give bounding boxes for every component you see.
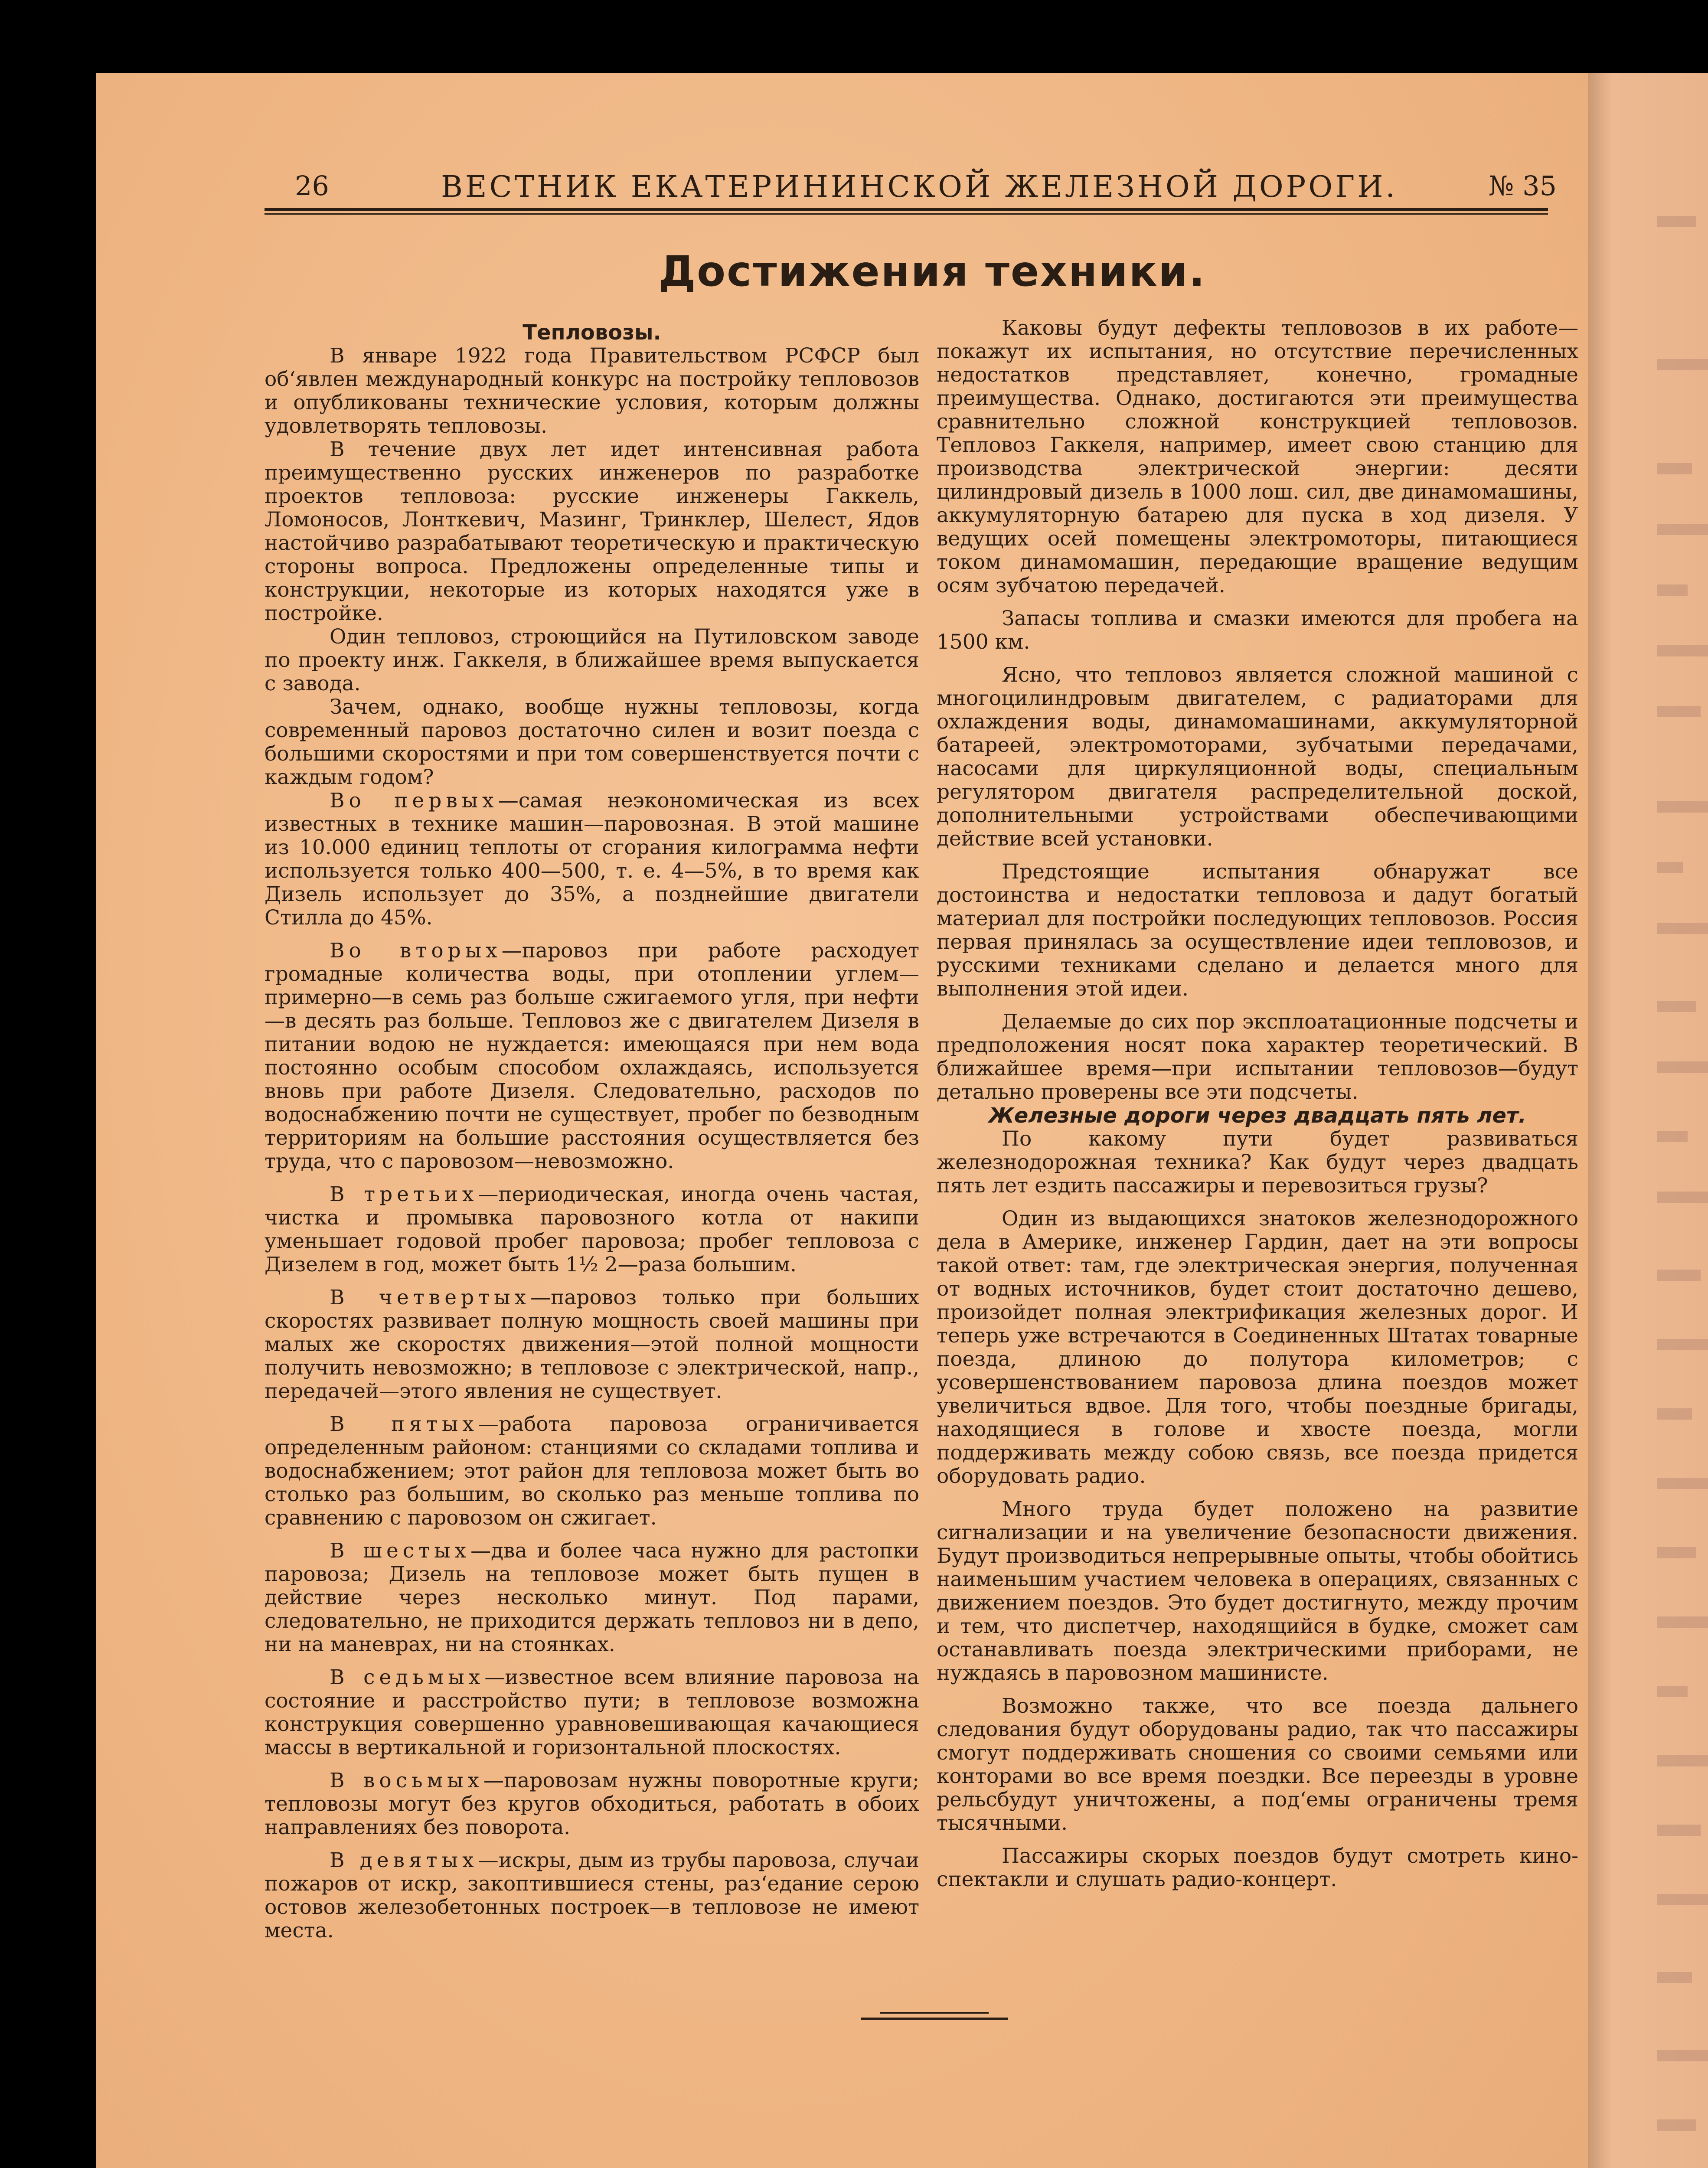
left-column bbox=[265, 321, 919, 1943]
paragraph: По какому пути будет развиваться железнодорожная техника? Как будут через двадцать пять лет ездить пассажиры и перевозиться грузы? bbox=[937, 1127, 1578, 1198]
paragraph: Возможно также, что все поезда дальнего следования будут оборудованы радио, так что пассажиры смогут поддерживать сношения со своими семьями или конторами во все время поездки. Все переезды в уровне рельсбудут уничтожены, а под‘емы ограничены тремя тысячными. bbox=[937, 1694, 1578, 1835]
reason-text: —самая неэкономическая из всех известных в технике машин—паровозная. В этой машине из 10.000 единиц теплоты от сгорания килограмма нефти используется только 400—500, т. е. 4—5%, в то время как Дизель использует до 35%, а позднейшие двигатели Стилла до 45%. bbox=[265, 789, 919, 930]
adjacent-text-fragment bbox=[1657, 1616, 1708, 1628]
paragraph: Много труда будет положено на развитие сигнализации и на увеличение безопасности движения. Будут производиться непрерывные опыты, чтобы обойтись наименьшим участием человека в операциях, связанных с движением поездов. Это будет достигнуто, между прочим и тем, что диспетчер, находящийся в будке, сможет сам останавливать поезда электрическими приборами, не нуждаясь в паровозном машинисте. bbox=[937, 1497, 1578, 1685]
reason-lead: В пятых bbox=[330, 1412, 478, 1436]
adjacent-page-edge bbox=[1588, 73, 1708, 2168]
reason-paragraph bbox=[265, 1286, 919, 1403]
reason-text: —периодическая, иногда очень частая, чистка и промывка паровозного котла от накипи уменьшает годовой пробег паровоза; пробег тепловоза с Дизелем в год, может быть 1½ 2—раза большим. bbox=[265, 1182, 919, 1277]
section-title: Тепловозы. bbox=[523, 320, 661, 345]
reason-text: —паровоз только при больших скоростях развивает полную мощность своей машины при малых же скоростях движения—этой полной мощности получить невозможно; в тепловозе с электрической, напр., передачей—этого явления не существует. bbox=[265, 1286, 919, 1403]
publication-title: ВЕСТНИК ЕКАТЕРИНИНСКОЙ ЖЕЛЕЗНОЙ ДОРОГИ. bbox=[441, 170, 1398, 204]
adjacent-text-fragment bbox=[1657, 1408, 1692, 1420]
adjacent-text-fragment bbox=[1657, 1547, 1696, 1558]
section-title: Железные дороги через двадцать пять лет. bbox=[988, 1104, 1527, 1128]
adjacent-text-fragment bbox=[1657, 862, 1683, 873]
reason-paragraph bbox=[265, 1769, 919, 1839]
reason-paragraph bbox=[265, 1539, 919, 1656]
adjacent-text-fragment bbox=[1657, 524, 1708, 535]
reason-text: —паровоз при работе расходует громадные количества воды, при отоплении углем—примерно—в семь раз больше сжигаемого угля, при нефти—в десять раз больше. Тепловоз же с двигателем Дизеля в питании водою не нуждается: имеющаяся при нем вода постоянно особым способом охлаждаясь, используется вновь при работе Дизеля. Следовательно, расходов по водоснабжению почти не существует, пробег по безводным территориям на большие расстояния осуществляется без труда, что с паровозом—невозможно. bbox=[265, 939, 919, 1173]
adjacent-text-fragment bbox=[1657, 1478, 1708, 1489]
reason-paragraph bbox=[265, 1849, 919, 1943]
reason-text: —искры, дым из трубы паровоза, случаи пожаров от искр, закоптившиеся стены, раз‘едание серою остовов железобетонных построек—в тепловозе не имеют места. bbox=[265, 1848, 919, 1943]
adjacent-text-fragment bbox=[1657, 1894, 1708, 1905]
adjacent-text-fragment bbox=[1657, 359, 1708, 370]
reason-lead: Во первых bbox=[330, 789, 498, 813]
paragraph: Запасы топлива и смазки имеются для пробега на 1500 км. bbox=[937, 607, 1578, 654]
adjacent-text-fragment bbox=[1657, 1001, 1696, 1012]
adjacent-text-fragment bbox=[1657, 1192, 1708, 1203]
reason-text: —паровозам нужны поворотные круги; тепловозы могут без кругов обходиться, работать в обоих направлениях без поворота. bbox=[265, 1769, 919, 1839]
reason-lead: В третьих bbox=[330, 1182, 478, 1206]
paragraph: В январе 1922 года Правительством РСФСР был об‘явлен международный конкурс на постройку тепловозов и опубликованы технические условия, которым должны удовлетворять тепловозы. bbox=[265, 344, 919, 438]
adjacent-text-fragment bbox=[1657, 1755, 1708, 1766]
adjacent-text-fragment bbox=[1657, 216, 1696, 227]
adjacent-text-fragment bbox=[1657, 1972, 1692, 1983]
paragraph: В течение двух лет идет интенсивная работа преимущественно русских инженеров по разработке проектов тепловоза: русские инженеры Гаккель, Ломоносов, Лонткевич, Мазинг, Тринклер, Шелест, Ядов настойчиво разрабатывают теоретическую и практическую стороны вопроса. Предложены определенные типы и конструкции, некоторые из которых находятся уже в постройке. bbox=[265, 438, 919, 625]
reason-lead: Во вторых bbox=[330, 939, 502, 963]
end-rule bbox=[861, 2018, 1008, 2020]
paragraph: Делаемые до сих пор эксплоатационные подсчеты и предположения носят пока характер теоретический. В ближайшее время—при испытании тепловозов—будут детально проверены все эти подсчеты. bbox=[937, 1010, 1578, 1104]
adjacent-text-fragment bbox=[1657, 1339, 1708, 1350]
paragraph: Один из выдающихся знатоков железнодорожного дела в Америке, инженер Гардин, дает на эти вопросы такой ответ: там, где электрическая энергия, полученная от водных источников, будет стоит достаточно дешево, произойдет полная электрификация железных дорог. И теперь уже встречаются в Соединенных Штатах товарные поезда, длиною до полутора километров; с усовершенствованием паровоза длина поездов может увеличиться вдвое. Для того, чтобы поездные бригады, находящиеся в голове и хвосте поезда, могли поддерживать между собою связь, все поезда придется оборудовать радио. bbox=[937, 1207, 1578, 1488]
page-number: 26 bbox=[295, 170, 329, 202]
adjacent-text-fragment bbox=[1657, 923, 1708, 934]
reason-paragraph bbox=[265, 1666, 919, 1760]
adjacent-text-fragment bbox=[1657, 2050, 1708, 2061]
right-column bbox=[937, 317, 1578, 1891]
reason-text: —известное всем влияние паровоза на состояние и расстройство пути; в тепловозе возможна конструкция совершенно уравновешивающая качающиеся массы в вертикальной и горизонтальной плоскостях. bbox=[265, 1665, 919, 1760]
adjacent-text-fragment bbox=[1657, 1825, 1701, 1836]
reason-lead: В восьмых bbox=[330, 1769, 484, 1793]
adjacent-text-fragment bbox=[1657, 1270, 1701, 1281]
paragraph: Зачем, однако, вообще нужны тепловозы, когда современный паровоз достаточно силен и возит поезда с большими скоростями и при том совершенствуется почти с каждым годом? bbox=[265, 695, 919, 789]
reason-paragraph bbox=[265, 939, 919, 1173]
adjacent-text-fragment bbox=[1657, 1061, 1708, 1073]
header-rule bbox=[265, 208, 1548, 211]
paragraph: Один тепловоз, строющийся на Путиловском заводе по проекту инж. Гаккеля, в ближайшее время выпускается с завода. bbox=[265, 625, 919, 695]
reason-text: —работа паровоза ограничивается определенным районом: станциями со складами топлива и водоснабжением; этот район для тепловоза может быть во столько раз большим, во сколько раз меньше топлива по сравнению с паровозом он сжигает. bbox=[265, 1412, 920, 1530]
reason-paragraph bbox=[265, 789, 919, 930]
adjacent-text-fragment bbox=[1657, 1131, 1688, 1142]
header-rule-thin bbox=[265, 213, 1548, 215]
paragraph: Пассажиры скорых поездов будут смотреть кино-спектакли и слушать радио-концерт. bbox=[937, 1844, 1578, 1891]
reason-paragraph bbox=[265, 1183, 919, 1277]
adjacent-text-fragment bbox=[1657, 1686, 1688, 1697]
paragraph: Ясно, что тепловоз является сложной машиной с многоцилиндровым двигателем, с радиаторами для охлаждения воды, динамомашинами, аккумуляторной батареей, электромоторами, зубчатыми передачами, насосами для циркуляционной воды, специальным регулятором двигателя распределительной доской, дополнительными устройствами обеспечивающими действие всей установки. bbox=[937, 663, 1578, 851]
running-header bbox=[265, 170, 1574, 205]
adjacent-text-fragment bbox=[1657, 584, 1688, 596]
end-rule-short bbox=[880, 2012, 989, 2014]
adjacent-text-fragment bbox=[1657, 463, 1692, 474]
reason-lead: В девятых bbox=[330, 1848, 478, 1872]
paragraph: Каковы будут дефекты тепловозов в их работе—покажут их испытания, но отсутствие перечисленных недостатков представляет, конечно, громадные преимущества. Однако, достигаются эти преимущества сравнительно сложной конструкцией тепловозов. Тепловоз Гаккеля, например, имеет свою станцию для производства электрической энергии: десяти цилиндровый дизель в 1000 лош. сил, две динамомашины, аккумуляторную батарею для пуска в ход дизеля. У ведущих осей помещены электромоторы, питающиеся током динамомашин, передающие вращение ведущим осям зубчатою передачей. bbox=[937, 316, 1578, 598]
reason-lead: В седьмых bbox=[330, 1665, 485, 1689]
adjacent-text-fragment bbox=[1657, 2119, 1696, 2131]
reason-text: —два и более часа нужно для растопки паровоза; Дизель на тепловозе может быть пущен в действие через несколько минут. Под парами, следовательно, не приходится держать тепловоз ни в депо, ни на маневрах, ни на стоянках. bbox=[265, 1539, 919, 1656]
reason-paragraph bbox=[265, 1413, 919, 1530]
reason-lead: В четвертых bbox=[330, 1286, 531, 1309]
paragraph: Предстоящие испытания обнаружат все достоинства и недостатки тепловоза и дадут богатый материал для постройки последующих тепловозов. Россия первая принялась за осуществление идеи тепловозов, и русскими техниками сделано и делается много для выполнения этой идеи. bbox=[937, 860, 1578, 1001]
adjacent-text-fragment bbox=[1657, 706, 1701, 717]
adjacent-text-fragment bbox=[1657, 801, 1708, 813]
reason-lead: В шестых bbox=[330, 1539, 471, 1563]
article-title: Достижения техники. bbox=[658, 247, 1206, 296]
adjacent-text-fragment bbox=[1657, 645, 1708, 656]
issue-number: № 35 bbox=[1488, 170, 1557, 202]
